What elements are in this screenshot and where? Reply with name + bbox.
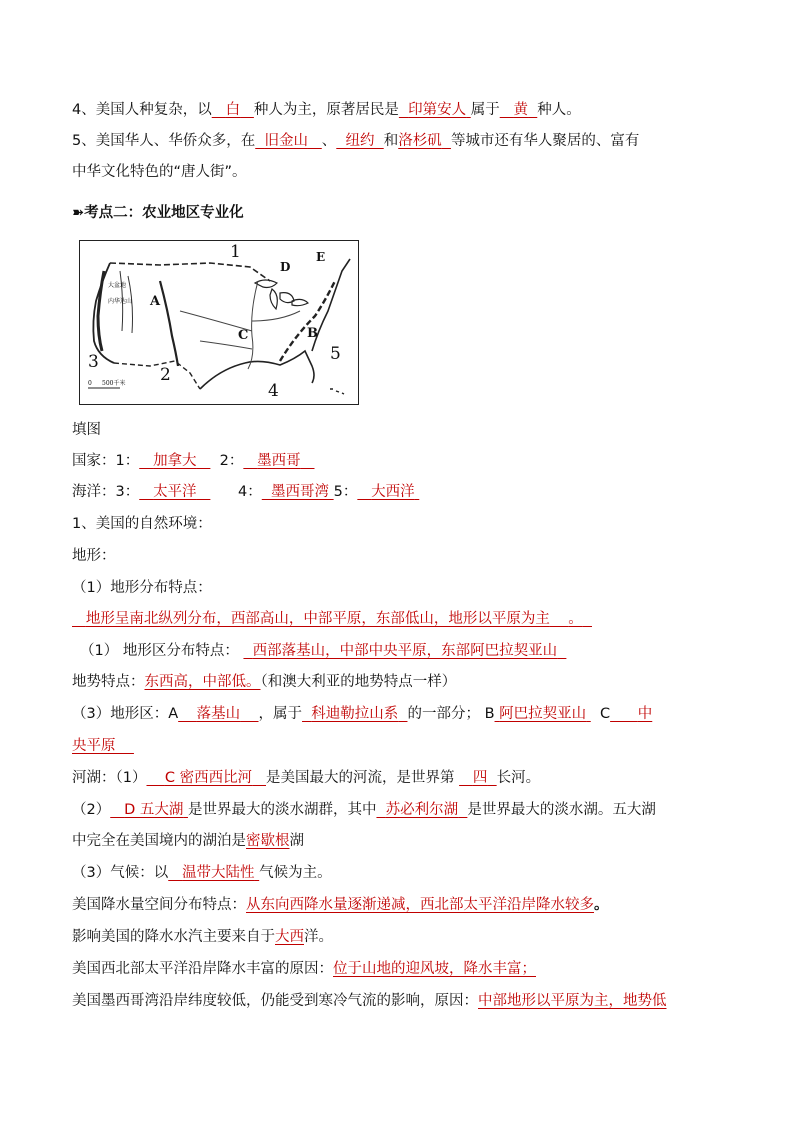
text: 5、美国华人、华侨众多，在 (72, 133, 256, 149)
answer-superior: 苏必利尔湖 (385, 802, 459, 818)
text: 湖 (289, 833, 304, 849)
canada-border (110, 263, 270, 281)
label-B: B (307, 326, 318, 341)
text: 美国墨西哥湾沿岸纬度较低，仍能受到寒冷气流的影响，原因： (72, 993, 478, 1009)
countries-line (72, 451, 315, 471)
text: 中完全在美国境内的湖泊是 (72, 833, 246, 849)
answer-slope: 东西高，中部低。 (144, 674, 261, 690)
text: 河湖：（1） (72, 770, 147, 786)
label-basin: 大盆地 (108, 282, 127, 289)
gulf-line (72, 991, 667, 1011)
answer-rain: 从东向西降水量逐渐递减，西北部太平洋沿岸降水较多 (246, 897, 594, 913)
answer-ny: 纽约 (345, 133, 375, 149)
vapor-line (72, 927, 333, 947)
answer-great-lakes: D 五大湖 (124, 802, 184, 818)
coast-range (98, 271, 104, 351)
text: 美国降水量空间分布特点： (72, 897, 246, 913)
slope-line (72, 672, 456, 692)
answer-sf: 旧金山 (264, 133, 308, 149)
answer-terrain-dist: 地形呈南北纵列分布，西部高山，中部平原，东部低山，地形以平原为主 。 (85, 611, 583, 627)
great-lakes (255, 280, 308, 309)
answer-nw: 位于山地的迎风坡，降水丰富； (333, 961, 536, 977)
answer-indians: 印第安人 (408, 102, 467, 118)
label-A: A (150, 294, 161, 309)
nw-line (72, 959, 536, 979)
text: 和 (383, 133, 399, 149)
answer-mexico: 墨西哥 (257, 453, 301, 469)
scale-label: 500千米 (102, 380, 126, 387)
answer-cordillera: 科迪勒拉山系 (311, 706, 399, 722)
text: 。 (594, 897, 609, 913)
label-3: 3 (88, 352, 99, 372)
p2-line (80, 641, 566, 661)
text: 属于 (470, 102, 500, 118)
text: 种人为主，原著居民是 (253, 102, 399, 118)
text: 国家：1： (72, 453, 140, 469)
section-heading (72, 203, 244, 223)
text: 美国西北部太平洋沿岸降水丰富的原因： (72, 961, 333, 977)
text: （和澳大利亚的地势特点一样） (260, 674, 457, 690)
text: 种人。 (537, 102, 581, 118)
text: 、 (321, 133, 337, 149)
answer-appalachian: 阿巴拉契亚山 (499, 706, 587, 722)
text: 长河。 (496, 770, 541, 786)
env-title: 1、美国的自然环境： (72, 516, 212, 532)
map-svg (80, 241, 357, 403)
answer-gulf: 墨西哥湾 (271, 484, 329, 500)
mexico-border (114, 361, 200, 389)
label-E: E (316, 250, 326, 264)
answer-central-plain-1: 中 (637, 706, 653, 722)
answer-regions: 西部落基山，中部中央平原，东部阿巴拉契亚山 (252, 643, 558, 659)
answer-pacific: 太平洋 (153, 484, 197, 500)
label-nevada: 内华达山 (108, 298, 133, 305)
text: （3）气候：以 (72, 865, 169, 881)
answer-michigan: 密歇根 (246, 833, 290, 849)
text: 2： (219, 453, 244, 469)
rain-line (72, 895, 609, 915)
text: ，属于 (258, 706, 303, 722)
label-C: C (238, 328, 249, 343)
answer-atlantic: 大西洋 (371, 484, 415, 500)
question-4 (72, 100, 581, 120)
answer-white: 白 (225, 102, 241, 118)
answer-canada: 加拿大 (153, 453, 197, 469)
section-title: 考点二：农业地区专业化 (84, 205, 244, 221)
text: 5： (333, 484, 358, 500)
gulf-coast (200, 351, 314, 389)
text: 是美国最大的河流，是世界第 (265, 770, 455, 786)
answer-vapor: 大西 (275, 929, 304, 945)
text: （2） (72, 802, 111, 818)
answer-yellow: 黄 (513, 102, 529, 118)
answer-gulf-reason: 中部地形以平原为主，地势低 (478, 993, 667, 1009)
text: 地势特点： (72, 674, 145, 690)
answer-climate: 温带大陆性 (182, 865, 255, 881)
answer-mississippi: C 密西西比河 (164, 770, 253, 786)
text: 是世界最大的淡水湖。五大湖 (467, 802, 656, 818)
text: （3）地形区：A (72, 706, 179, 722)
lake-line-cont (72, 831, 304, 851)
fill-title: 填图 (72, 422, 101, 438)
question-5 (72, 131, 639, 151)
text: 4： (238, 484, 262, 500)
text: C (599, 706, 611, 722)
label-4: 4 (268, 381, 279, 401)
text: 影响美国的降水水汽主要来自于 (72, 929, 275, 945)
text: 的一部分； B (407, 706, 495, 722)
river-line (72, 768, 540, 788)
arrow-icon: ➽ (72, 205, 85, 221)
text: 气候为主。 (259, 865, 332, 881)
text: 等城市还有华人聚居的、富有 (450, 133, 640, 149)
answer-la: 洛杉矶 (398, 133, 442, 149)
label-D: D (280, 260, 291, 274)
usa-map (79, 240, 359, 405)
oceans-line (72, 482, 419, 502)
hawaii-islands (330, 389, 344, 394)
text: 海洋：3： (72, 484, 140, 500)
terrain-title: 地形： (72, 548, 116, 564)
answer-fourth: 四 (472, 770, 488, 786)
climate-line (72, 863, 332, 883)
text: 4、美国人种复杂，以 (72, 102, 212, 118)
p1-answer (72, 609, 592, 629)
text: （1） 地形区分布特点： (80, 643, 239, 659)
answer-rocky: 落基山 (196, 706, 241, 722)
label-1: 1 (230, 242, 241, 262)
label-5: 5 (330, 344, 341, 364)
lake-line (72, 800, 656, 820)
answer-central-plain-2: 央平原 (72, 738, 116, 754)
rocky-line (160, 281, 178, 366)
text: 中华文化特色的“唐人街”。 (72, 164, 247, 180)
scale-zero: 0 (88, 380, 92, 387)
label-2: 2 (160, 365, 171, 385)
p3-line-cont (72, 736, 134, 756)
p3-line (72, 704, 652, 724)
text: 是世界最大的淡水湖群，其中 (187, 802, 377, 818)
p1-label: （1）地形分布特点： (72, 580, 212, 596)
text: 洋。 (304, 929, 333, 945)
question-5-cont (72, 162, 247, 182)
